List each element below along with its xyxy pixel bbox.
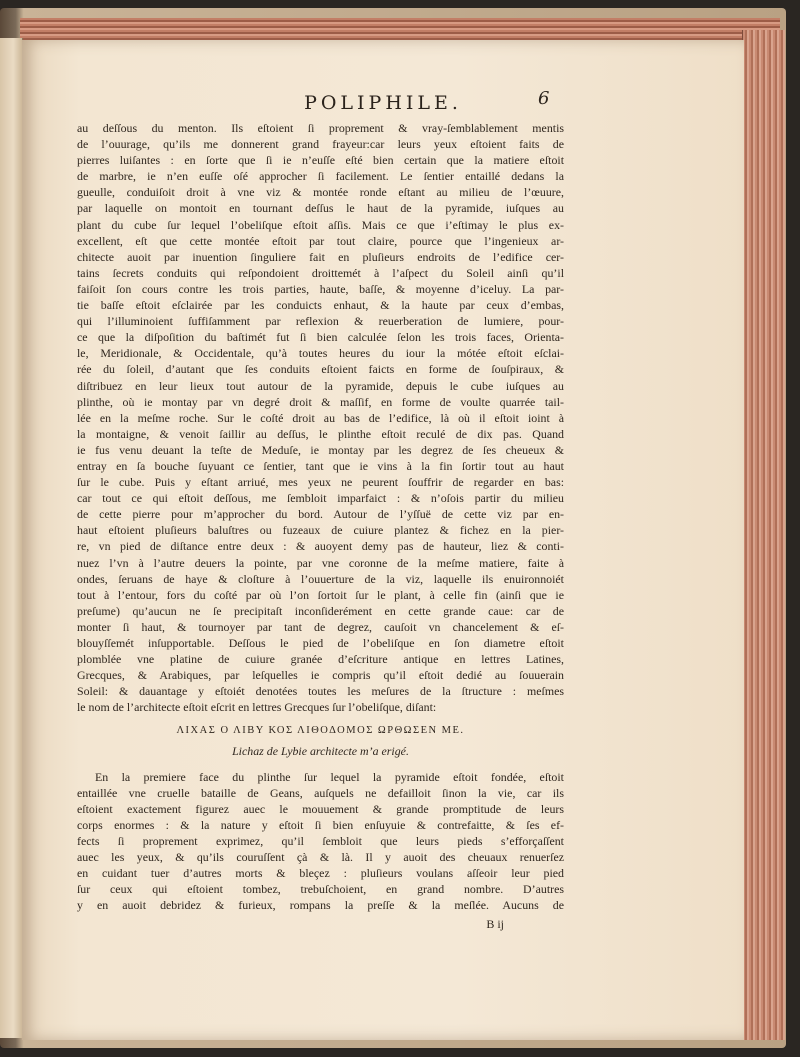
- text-line: entray en ſa bouche ſuyuant ce ſentier, tant que ie vins à la fin ſortir tout au haut: [77, 458, 564, 473]
- text-line: nuez l’vn à l’autre deuers la pointe, par vne coronne de la meſme matiere, faite à: [77, 555, 564, 570]
- text-line: gueulle, conduiſoit droit à vne viz & montée ronde eſtant au milieu de l’œuure,: [77, 185, 564, 200]
- text-line: auec les yeux, & qu’ils couruſſent çà & là. Il y auoit des cheuaux renuerſez: [77, 850, 564, 865]
- text-line: qui l’illuminoient ſuffiſamment par reflexion & reuerberation de lumiere, pour-: [77, 314, 564, 329]
- greek-inscription: ΛΙΧΑΣ Ο ΛΙΒΥ ΚΟΣ ΛΙΘΟΔΟΜΟΣ ΩΡΘΩΣΕΝ ΜΕ.: [176, 725, 465, 737]
- text-line: y en auoit debridez & furieux, rompans la preſſe & la meſlée. Aucuns de: [77, 898, 564, 913]
- text-line: blouyſſemét inſupportable. Deſſous le pied de l’obeliſque en ſon diametre eſtoit: [77, 636, 564, 650]
- paragraph-2: [77, 769, 564, 914]
- text-line: eſtoient exactement figurez auec le mouuement & grande promptitude de leurs: [77, 801, 564, 816]
- signature-mark: B ij: [486, 916, 504, 931]
- text-line: lée en la meſme roche. Sur le coſté droit au bas de l’edifice, là où il eſtoit ioint à: [77, 410, 564, 425]
- text-line: de marbre, ie n’en euſſe oſé approcher ſi facilement. Le ſentier entaillé dedans la: [77, 169, 564, 184]
- text-line: haut eſtoient pluſieurs baluſtres ou fuzeaux de cuiure plantez & fichez en la pier-: [77, 523, 564, 538]
- text-line: ce que la diſpoſition du baſtimét fut ſi bien calculée ſelon les trois faces, Orienta-: [77, 330, 564, 345]
- running-head: POLIPHILE.: [304, 92, 462, 114]
- page-block-fore-edge: [742, 30, 785, 1040]
- text-line: la montaigne, & venoit ſaillir au deſſus, le plinthe eſtoit reculé de dix pas. Quand: [77, 426, 564, 441]
- paragraph-1: [77, 120, 564, 715]
- text-line: de cette pierre pour m’approcher du bord. Autour de l’yſſuë de cette viz par en-: [77, 507, 564, 522]
- body-text: [77, 120, 564, 932]
- text-line: rée du ſoleil, d’autant que ſes conduits eſtoient faicts en forme de ſouſpiraux, &: [77, 362, 564, 377]
- text-line: entaillée vne cruelle bataille de Geans, auſquels ne defailloit ſinon la vie, car ils: [77, 785, 564, 800]
- text-line: ſur ceux qui eſtoient tombez, trebuſchoient, en grand nombre. D’autres: [77, 882, 564, 897]
- text-line: re, vn pied de diſtance entre deux : & auoyent demy pas de hauteur, liez & conti-: [77, 539, 564, 554]
- text-line: Soleil: & dauantage y eſtoiét denotées toutes les meſures de la ſtructure : meſmes: [77, 684, 564, 699]
- text-line: par laquelle on montoit en tournant deſſus le haut de la pyramide, iuſques au: [77, 201, 564, 216]
- text-line: tains ſecrets conduits qui reſpondoient droittemét à l’aſpect du Soleil ainſi qu’il: [77, 265, 564, 280]
- text-line: plinthe, où ie montay par vn degré droit & maſſif, en forme de voulte quarrée tail-: [77, 394, 564, 409]
- greek-translation: Lichaz de Lybie architecte m’a erigé.: [232, 743, 409, 758]
- text-line: ie fus venu deuant la teſte de Meduſe, ie montay par les degrez de ſes cheueux &: [77, 442, 564, 457]
- text-line: car tout ce qui eſtoit deſſous, me ſembloit imparfaict : & n’oſois partir du milieu: [77, 491, 564, 506]
- text-line: En la premiere face du plinthe ſur lequel la pyramide eſtoit fondée, eſtoit: [95, 769, 564, 784]
- text-line: preſume) qu’aucun ne ſe precipitaſt inconſiderément en cette grande caue: car de: [77, 603, 564, 618]
- text-line: chitecte auoit par inuention ſinguliere fait en pluſieurs endroits de l’edifice cer-: [77, 249, 564, 264]
- text-line: faiſoit ſon cours contre les trois parties, haute, baſſe, & moyenne d’iceluy. La par-: [77, 281, 564, 296]
- text-line: corps enormes : & la nature y eſtoit ſi bien enſuyuie & contrefaitte, & ſes ef-: [77, 817, 564, 832]
- page-number: 6: [538, 88, 550, 109]
- text-line: ſur le cube. Puis y eſtant arriué, mes yeux ne peurent ſouffrir de regarder en bas:: [77, 475, 564, 490]
- text-line: de l’ouurage, qu’ils me donnerent grand frayeur:car leurs yeux eſtoient faits de: [77, 137, 564, 152]
- text-line: le, Meridionale, & Occidentale, qu’à toutes heures du iour la mótée eſtoit eſclai-: [77, 346, 564, 361]
- text-line: plant du cube ſur lequel l’obeliſque eſtoit aſſis. Mais ce que i’eſtimay le plus ex-: [77, 217, 564, 232]
- text-line: plomblée vne platine de cuiure granée d’eſcriture antique en lettres Latines,: [77, 652, 564, 667]
- text-line: au deſſous du menton. Ils eſtoient ſi proprement & vray-ſemblablement mentis: [77, 121, 564, 135]
- text-line: diſtribuez en leur lieux tout autour de la pyramide, depuis le cube iuſques au: [77, 378, 564, 393]
- text-line: pierres luiſantes : en ſorte que ſi ie n’euſſe eſté bien certain que la matiere eſtoit: [77, 153, 564, 168]
- book-page: [22, 40, 744, 1040]
- text-line: monter ſi haut, & tournoyer par tant de degrez, cauſoit vn chancelement & eſ-: [77, 619, 564, 634]
- text-line: Grecques, & Arabiques, par leſquelles ie compris qu’il eſtoit dedié au ſouuerain: [77, 668, 564, 683]
- text-line: ondes, ſeruans de haye & cloſture à l’ouuerture de la viz, laquelle ils enuironnoiét: [77, 571, 564, 586]
- text-line: tie baſſe eſtoit eſclairée par les conduicts enhaut, & la haute par ceux d’embas,: [77, 298, 564, 313]
- text-line: le nom de l’architecte eſtoit eſcrit en lettres Grecques ſur l’obeliſque, diſant:: [77, 700, 437, 715]
- text-line: en cuidant tuer d’autres morts & bleçez : pluſieurs voulans aſſeoir leur pied: [77, 866, 564, 881]
- facing-page-edge: [0, 38, 23, 1038]
- text-line: excellent, eſt que cette montée eſtoit par tout claire, pource que l’ingenieux ar-: [77, 233, 564, 248]
- text-line: tout à l’entour, fors du coſté par où l’on ſortoit ſur le plant, à celle fin (ainſi que ie: [77, 587, 564, 602]
- text-line: fects ſi proprement exprimez, qu’il ſembloit que leurs pieds s’efforçaſſent: [77, 834, 564, 849]
